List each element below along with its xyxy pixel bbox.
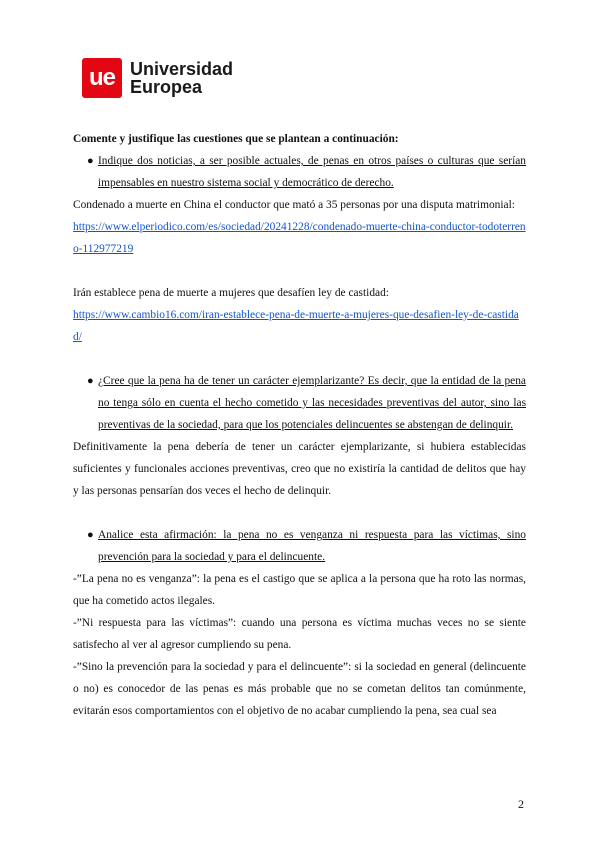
question-1-period: . [390,177,394,189]
logo-line-2: Europea [130,77,203,97]
question-1-text [98,150,526,194]
logo-text [130,60,233,96]
question-1 [73,150,526,194]
university-logo [82,58,233,98]
question-2-text: ¿Cree que la pena ha de tener un carácter ejemplarizante? Es decir, que la entidad de la pena no tenga sólo en cuenta el hecho cometido y las necesidades preventivas del autor, sino las preventivas de la sociedad, para que los potenciales delincuentes se abstengan de delinquir. [98,375,526,431]
question-3-text: Analice esta afirmación: la pena no es venganza ni respuesta para las víctimas, sino prevención para la sociedad y para el delincuente. [98,529,526,563]
question-3 [73,524,526,568]
news-1-link[interactable]: https://www.elperiodico.com/es/sociedad/20241228/condenado-muerte-china-conductor-todoterreno-112977219 [73,221,526,255]
logo-mark-icon: ue [82,58,122,98]
news-2-link[interactable]: https://www.cambio16.com/iran-establece-pena-de-muerte-a-mujeres-que-desafien-ley-de-castidad/ [73,309,519,343]
document-heading: Comente y justifique las cuestiones que se plantean a continuación: [73,133,399,145]
document-body [73,128,526,722]
news-1-text: Condenado a muerte en China el conductor que mató a 35 personas por una disputa matrimonial: [73,199,515,211]
page-number: 2 [518,797,524,811]
question-2 [73,370,526,436]
answer-3-line-2: -”Ni respuesta para las víctimas”: cuando una persona es víctima muchas veces no se siente satisfecho al ver al agresor cumpliendo su pena. [73,617,526,651]
bullet-icon: ● [87,529,94,541]
bullet-icon: ● [87,155,94,167]
logo-line-1: Universidad [130,59,234,79]
question-1-body: Indique dos noticias, a ser posible actuales, de penas en otros países o culturas que serían impensables en nuestro sistema social y democrático de derecho [98,155,526,189]
answer-3-line-1: -”La pena no es venganza”: la pena es el castigo que se aplica a la persona que ha roto las normas, que ha cometido actos ilegales. [73,573,526,607]
bullet-icon: ● [87,375,94,387]
news-2-text: Irán establece pena de muerte a mujeres que desafíen ley de castidad: [73,287,389,299]
answer-3-line-3: -”Sino la prevención para la sociedad y para el delincuente”: si la sociedad en general (delincuente o no) es conocedor de las penas es más probable que no se cometan delitos tan comúnmente, evitarán esos comportamientos con el objetivo de no acabar cumpliendo la pena, sea cual sea [73,661,526,717]
answer-2: Definitivamente la pena debería de tener un carácter ejemplarizante, si hubiera establecidas suficientes y funcionales acciones preventivas, creo que no existiría la cantidad de delitos que hay y las personas pensarían dos veces el hecho de delinquir. [73,441,526,497]
